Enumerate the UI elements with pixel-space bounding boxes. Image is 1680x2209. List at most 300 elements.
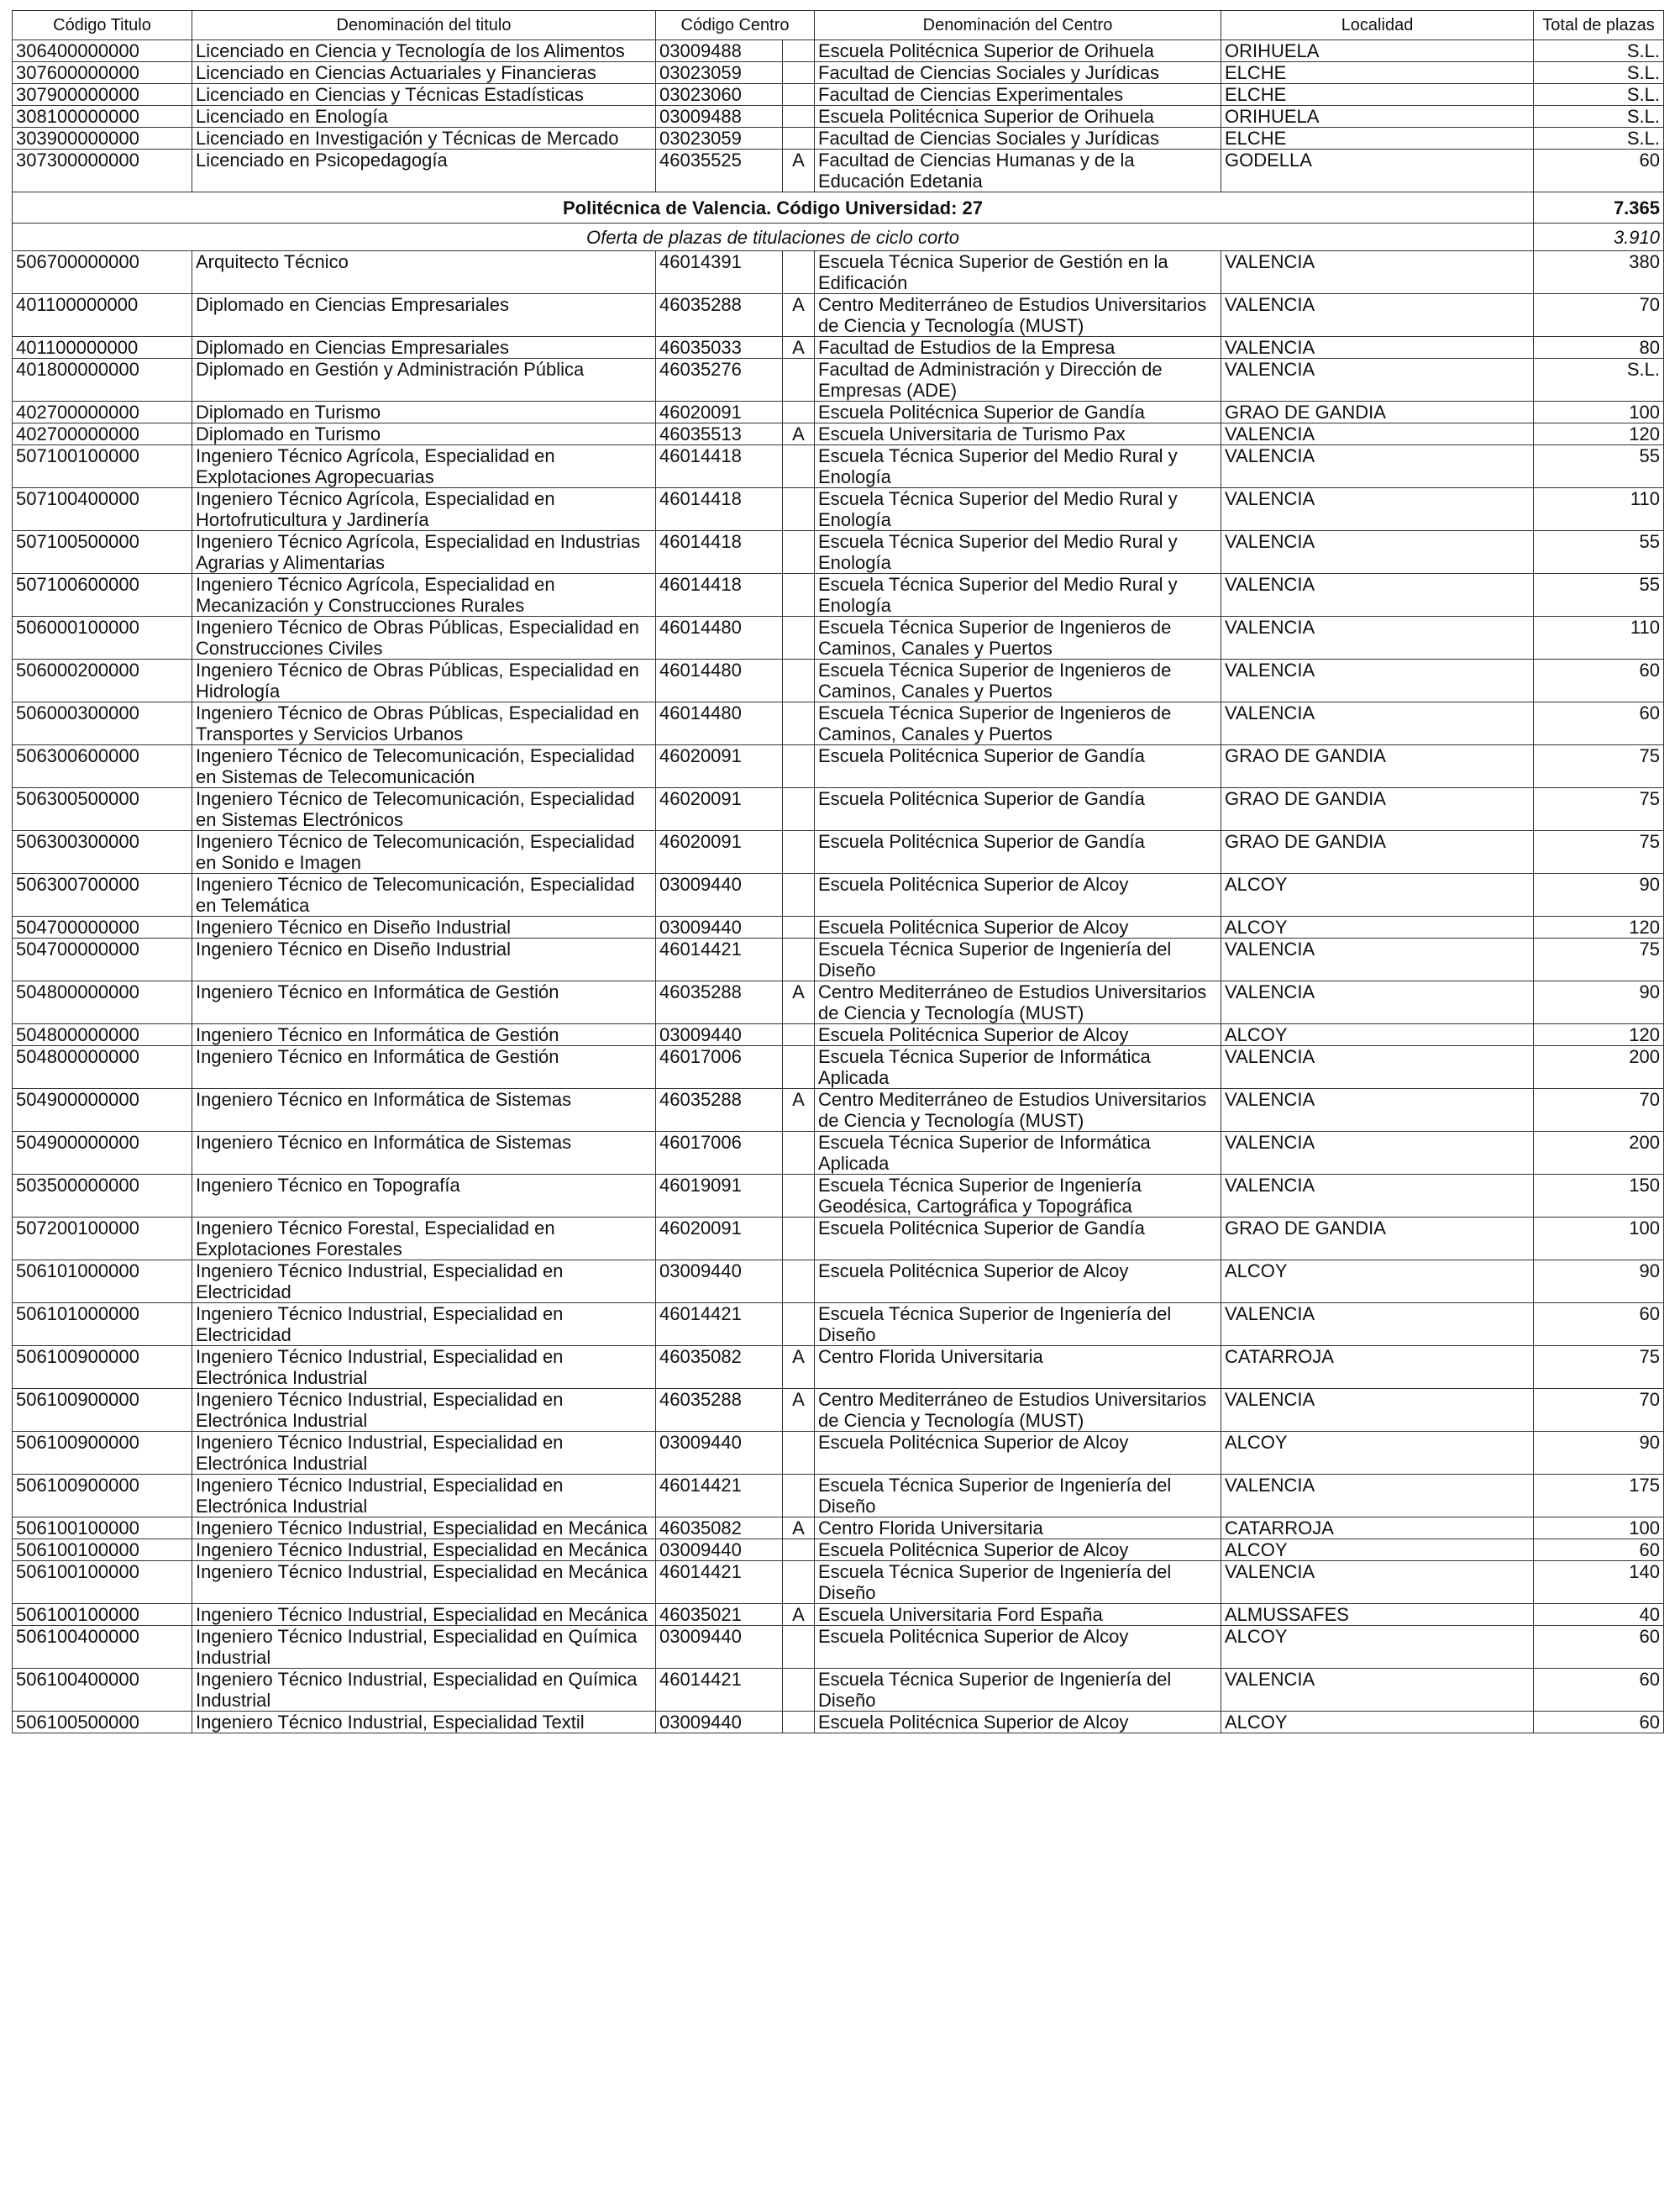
cell-total-plazas: 200	[1534, 1046, 1664, 1089]
cell-localidad: VALENCIA	[1221, 981, 1534, 1024]
cell-denominacion-centro: Centro Mediterráneo de Estudios Universitarios de Ciencia y Tecnología (MUST)	[815, 1389, 1221, 1432]
university-section	[13, 192, 1664, 251]
cell-codigo-titulo: 402700000000	[13, 423, 192, 445]
cell-denominacion-titulo: Ingeniero Técnico Agrícola, Especialidad en Hortofruticultura y Jardinería	[192, 488, 656, 531]
cell-flag	[783, 1432, 815, 1475]
cell-denominacion-titulo: Ingeniero Técnico Industrial, Especialidad en Electrónica Industrial	[192, 1346, 656, 1389]
cell-codigo-centro: 03023059	[656, 62, 783, 84]
cell-codigo-centro: 46035276	[656, 359, 783, 402]
cell-flag	[783, 531, 815, 574]
cell-localidad: VALENCIA	[1221, 939, 1534, 981]
cell-denominacion-centro: Escuela Técnica Superior de Ingeniería del Diseño	[815, 1669, 1221, 1712]
header-codigo-centro: Código Centro	[656, 11, 815, 40]
cell-flag	[783, 1132, 815, 1175]
cell-denominacion-titulo: Ingeniero Técnico de Obras Públicas, Especialidad en Hidrología	[192, 660, 656, 702]
table-row	[13, 917, 1664, 939]
cell-codigo-titulo: 504900000000	[13, 1132, 192, 1175]
cell-denominacion-centro: Escuela Técnica Superior de Ingenieros de Caminos, Canales y Puertos	[815, 660, 1221, 702]
cell-localidad: VALENCIA	[1221, 1389, 1534, 1432]
cell-localidad: CATARROJA	[1221, 1346, 1534, 1389]
cell-codigo-centro: 46019091	[656, 1175, 783, 1218]
cell-codigo-titulo: 506100900000	[13, 1346, 192, 1389]
cell-flag	[783, 574, 815, 617]
cell-flag	[783, 1669, 815, 1712]
cell-denominacion-titulo: Ingeniero Técnico Industrial, Especialidad en Química Industrial	[192, 1626, 656, 1669]
cell-codigo-titulo: 506100900000	[13, 1432, 192, 1475]
cell-denominacion-titulo: Licenciado en Ciencia y Tecnología de los Alimentos	[192, 40, 656, 62]
cell-total-plazas: S.L.	[1534, 106, 1664, 128]
cell-denominacion-centro: Escuela Politécnica Superior de Gandía	[815, 831, 1221, 874]
cell-codigo-centro: 03009488	[656, 106, 783, 128]
cell-codigo-titulo: 506100900000	[13, 1475, 192, 1517]
cell-codigo-titulo: 506100100000	[13, 1517, 192, 1539]
cell-denominacion-centro: Escuela Politécnica Superior de Alcoy	[815, 1626, 1221, 1669]
cell-denominacion-titulo: Ingeniero Técnico de Telecomunicación, Especialidad en Sonido e Imagen	[192, 831, 656, 874]
cell-flag	[783, 939, 815, 981]
cell-denominacion-titulo: Arquitecto Técnico	[192, 251, 656, 294]
cell-denominacion-centro: Escuela Técnica Superior de Ingenieros de Caminos, Canales y Puertos	[815, 617, 1221, 660]
cell-total-plazas: S.L.	[1534, 84, 1664, 106]
cell-denominacion-centro: Escuela Técnica Superior de Ingeniería del Diseño	[815, 939, 1221, 981]
cell-flag	[783, 1218, 815, 1260]
cell-codigo-centro: 46020091	[656, 1218, 783, 1260]
cell-flag	[783, 445, 815, 488]
cell-localidad: VALENCIA	[1221, 423, 1534, 445]
cell-denominacion-titulo: Ingeniero Técnico de Telecomunicación, Especialidad en Sistemas de Telecomunicación	[192, 745, 656, 788]
cell-total-plazas: 70	[1534, 1389, 1664, 1432]
table-row	[13, 1218, 1664, 1260]
cell-denominacion-titulo: Ingeniero Técnico Industrial, Especialidad en Electrónica Industrial	[192, 1475, 656, 1517]
cell-codigo-centro: 46014418	[656, 531, 783, 574]
cell-denominacion-titulo: Ingeniero Técnico en Informática de Sistemas	[192, 1132, 656, 1175]
cell-codigo-centro: 03009440	[656, 917, 783, 939]
cell-denominacion-titulo: Ingeniero Técnico Industrial, Especialidad en Mecánica	[192, 1561, 656, 1604]
cell-codigo-centro: 46035288	[656, 294, 783, 337]
cell-localidad: ALCOY	[1221, 1712, 1534, 1733]
cell-denominacion-titulo: Diplomado en Turismo	[192, 423, 656, 445]
cell-flag	[783, 251, 815, 294]
cell-total-plazas: S.L.	[1534, 40, 1664, 62]
cell-denominacion-centro: Escuela Universitaria de Turismo Pax	[815, 423, 1221, 445]
cell-codigo-centro: 46035082	[656, 1517, 783, 1539]
cell-codigo-centro: 46014421	[656, 1561, 783, 1604]
table-row	[13, 402, 1664, 423]
cell-localidad: VALENCIA	[1221, 251, 1534, 294]
cell-denominacion-centro: Escuela Politécnica Superior de Alcoy	[815, 1432, 1221, 1475]
university-label: Politécnica de Valencia. Código Universidad: 27	[13, 192, 1534, 224]
table-row	[13, 831, 1664, 874]
cell-flag	[783, 1712, 815, 1733]
cell-total-plazas: S.L.	[1534, 359, 1664, 402]
cell-localidad: VALENCIA	[1221, 531, 1534, 574]
cell-codigo-centro: 46035082	[656, 1346, 783, 1389]
cell-total-plazas: 75	[1534, 831, 1664, 874]
cell-total-plazas: 60	[1534, 1669, 1664, 1712]
cell-denominacion-centro: Escuela Politécnica Superior de Alcoy	[815, 1539, 1221, 1561]
cell-codigo-titulo: 401100000000	[13, 294, 192, 337]
cell-flag	[783, 1046, 815, 1089]
cell-denominacion-titulo: Diplomado en Ciencias Empresariales	[192, 294, 656, 337]
cell-codigo-centro: 03009440	[656, 874, 783, 917]
cell-denominacion-centro: Centro Mediterráneo de Estudios Universitarios de Ciencia y Tecnología (MUST)	[815, 294, 1221, 337]
cell-total-plazas: 150	[1534, 1175, 1664, 1218]
table-row	[13, 1712, 1664, 1733]
table-row	[13, 106, 1664, 128]
cell-total-plazas: 90	[1534, 1432, 1664, 1475]
cell-denominacion-centro: Centro Mediterráneo de Estudios Universitarios de Ciencia y Tecnología (MUST)	[815, 1089, 1221, 1132]
cell-localidad: GRAO DE GANDIA	[1221, 1218, 1534, 1260]
table-row	[13, 488, 1664, 531]
cell-codigo-centro: 46017006	[656, 1132, 783, 1175]
cell-denominacion-centro: Escuela Politécnica Superior de Alcoy	[815, 1712, 1221, 1733]
cell-denominacion-centro: Escuela Politécnica Superior de Alcoy	[815, 1024, 1221, 1046]
cell-denominacion-titulo: Ingeniero Técnico Industrial, Especialidad en Electrónica Industrial	[192, 1432, 656, 1475]
cell-total-plazas: 90	[1534, 1260, 1664, 1303]
cell-codigo-titulo: 307300000000	[13, 150, 192, 192]
cell-denominacion-centro: Escuela Politécnica Superior de Orihuela	[815, 106, 1221, 128]
cell-denominacion-centro: Facultad de Ciencias Experimentales	[815, 84, 1221, 106]
table-row	[13, 1046, 1664, 1089]
cell-codigo-titulo: 506100100000	[13, 1539, 192, 1561]
cell-codigo-centro: 46020091	[656, 402, 783, 423]
cell-codigo-centro: 03009440	[656, 1260, 783, 1303]
cell-codigo-titulo: 507100600000	[13, 574, 192, 617]
cell-codigo-centro: 46014421	[656, 939, 783, 981]
cell-codigo-centro: 46014421	[656, 1303, 783, 1346]
table-row	[13, 359, 1664, 402]
cell-flag: A	[783, 337, 815, 359]
cell-denominacion-titulo: Ingeniero Técnico Industrial, Especialidad en Mecánica	[192, 1604, 656, 1626]
cell-codigo-centro: 46014480	[656, 660, 783, 702]
table-row	[13, 150, 1664, 192]
cell-codigo-titulo: 507100100000	[13, 445, 192, 488]
cell-denominacion-centro: Escuela Técnica Superior de Gestión en la Edificación	[815, 251, 1221, 294]
cell-total-plazas: 175	[1534, 1475, 1664, 1517]
cell-flag	[783, 128, 815, 150]
cell-denominacion-centro: Facultad de Administración y Dirección de Empresas (ADE)	[815, 359, 1221, 402]
cell-flag	[783, 1260, 815, 1303]
cell-codigo-titulo: 503500000000	[13, 1175, 192, 1218]
table-row	[13, 128, 1664, 150]
cell-codigo-titulo: 506300300000	[13, 831, 192, 874]
cell-denominacion-titulo: Ingeniero Técnico en Informática de Gestión	[192, 1024, 656, 1046]
cell-localidad: ALCOY	[1221, 917, 1534, 939]
cell-flag	[783, 1626, 815, 1669]
cell-denominacion-centro: Escuela Politécnica Superior de Orihuela	[815, 40, 1221, 62]
cell-codigo-titulo: 506100400000	[13, 1626, 192, 1669]
cell-flag	[783, 745, 815, 788]
cell-denominacion-titulo: Licenciado en Psicopedagogía	[192, 150, 656, 192]
cell-codigo-centro: 46014418	[656, 445, 783, 488]
cell-denominacion-centro: Escuela Técnica Superior del Medio Rural y Enología	[815, 531, 1221, 574]
cell-total-plazas: 60	[1534, 1303, 1664, 1346]
cell-total-plazas: 110	[1534, 617, 1664, 660]
cell-localidad: VALENCIA	[1221, 660, 1534, 702]
table-header-row	[13, 11, 1664, 40]
cell-total-plazas: 100	[1534, 402, 1664, 423]
cell-denominacion-centro: Centro Florida Universitaria	[815, 1346, 1221, 1389]
cell-total-plazas: 380	[1534, 251, 1664, 294]
cell-denominacion-centro: Centro Florida Universitaria	[815, 1517, 1221, 1539]
cell-localidad: ALMUSSAFES	[1221, 1604, 1534, 1626]
table-row	[13, 745, 1664, 788]
cell-codigo-centro: 03023060	[656, 84, 783, 106]
table-row	[13, 251, 1664, 294]
cell-codigo-titulo: 401800000000	[13, 359, 192, 402]
cell-total-plazas: 140	[1534, 1561, 1664, 1604]
cell-denominacion-titulo: Licenciado en Investigación y Técnicas de Mercado	[192, 128, 656, 150]
cell-localidad: GRAO DE GANDIA	[1221, 788, 1534, 831]
cell-codigo-centro: 46020091	[656, 788, 783, 831]
cell-flag	[783, 488, 815, 531]
cell-codigo-titulo: 303900000000	[13, 128, 192, 150]
cell-flag	[783, 660, 815, 702]
cell-total-plazas: 100	[1534, 1218, 1664, 1260]
cell-denominacion-titulo: Ingeniero Técnico de Telecomunicación, Especialidad en Sistemas Electrónicos	[192, 788, 656, 831]
cell-flag	[783, 617, 815, 660]
header-codigo-titulo: Código Titulo	[13, 11, 192, 40]
cell-flag	[783, 1475, 815, 1517]
cell-codigo-titulo: 506300700000	[13, 874, 192, 917]
cell-denominacion-titulo: Ingeniero Técnico Agrícola, Especialidad en Explotaciones Agropecuarias	[192, 445, 656, 488]
cell-flag	[783, 831, 815, 874]
cell-denominacion-centro: Escuela Politécnica Superior de Gandía	[815, 1218, 1221, 1260]
cell-flag	[783, 1024, 815, 1046]
cell-denominacion-centro: Escuela Técnica Superior del Medio Rural y Enología	[815, 574, 1221, 617]
cell-localidad: VALENCIA	[1221, 294, 1534, 337]
cell-localidad: VALENCIA	[1221, 1561, 1534, 1604]
cell-localidad: VALENCIA	[1221, 488, 1534, 531]
cell-localidad: VALENCIA	[1221, 445, 1534, 488]
cell-codigo-centro: 46035288	[656, 1389, 783, 1432]
table-row	[13, 1346, 1664, 1389]
cell-denominacion-titulo: Diplomado en Gestión y Administración Pública	[192, 359, 656, 402]
table-row	[13, 84, 1664, 106]
cell-codigo-centro: 46035033	[656, 337, 783, 359]
cell-denominacion-centro: Escuela Universitaria Ford España	[815, 1604, 1221, 1626]
cell-localidad: ELCHE	[1221, 84, 1534, 106]
cell-denominacion-titulo: Ingeniero Técnico Industrial, Especialidad en Electricidad	[192, 1303, 656, 1346]
cell-flag	[783, 402, 815, 423]
cell-denominacion-titulo: Licenciado en Enología	[192, 106, 656, 128]
cell-denominacion-centro: Escuela Técnica Superior de Informática Aplicada	[815, 1046, 1221, 1089]
table-row	[13, 1626, 1664, 1669]
cell-total-plazas: 55	[1534, 574, 1664, 617]
cell-total-plazas: 40	[1534, 1604, 1664, 1626]
table-row	[13, 702, 1664, 745]
header-denominacion-centro: Denominación del Centro	[815, 11, 1221, 40]
table-row	[13, 62, 1664, 84]
offer-total: 3.910	[1534, 224, 1664, 251]
cell-localidad: ALCOY	[1221, 1626, 1534, 1669]
cell-total-plazas: 75	[1534, 939, 1664, 981]
cell-codigo-titulo: 506100100000	[13, 1561, 192, 1604]
cell-codigo-centro: 46035288	[656, 1089, 783, 1132]
cell-total-plazas: 75	[1534, 745, 1664, 788]
cell-denominacion-centro: Facultad de Ciencias Humanas y de la Educación Edetania	[815, 150, 1221, 192]
cell-flag: A	[783, 981, 815, 1024]
table-row	[13, 981, 1664, 1024]
table-row	[13, 531, 1664, 574]
cell-flag	[783, 788, 815, 831]
table-row	[13, 445, 1664, 488]
cell-denominacion-titulo: Ingeniero Técnico en Informática de Sistemas	[192, 1089, 656, 1132]
cell-codigo-centro: 46014391	[656, 251, 783, 294]
cell-denominacion-titulo: Ingeniero Técnico Industrial, Especialidad en Electricidad	[192, 1260, 656, 1303]
document-page	[12, 10, 1663, 1733]
table-row	[13, 1669, 1664, 1712]
cell-denominacion-centro: Facultad de Ciencias Sociales y Jurídicas	[815, 128, 1221, 150]
cell-denominacion-centro: Escuela Técnica Superior de Ingenieros de Caminos, Canales y Puertos	[815, 702, 1221, 745]
cell-codigo-centro: 46014421	[656, 1669, 783, 1712]
table-row	[13, 1389, 1664, 1432]
table-row	[13, 1604, 1664, 1626]
cell-codigo-titulo: 401100000000	[13, 337, 192, 359]
cell-denominacion-titulo: Ingeniero Técnico Agrícola, Especialidad en Industrias Agrarias y Alimentarias	[192, 531, 656, 574]
cell-codigo-centro: 03009440	[656, 1626, 783, 1669]
cell-denominacion-centro: Escuela Politécnica Superior de Alcoy	[815, 917, 1221, 939]
cell-codigo-titulo: 506100500000	[13, 1712, 192, 1733]
cell-codigo-centro: 03009440	[656, 1539, 783, 1561]
table-row	[13, 1432, 1664, 1475]
cell-localidad: VALENCIA	[1221, 1089, 1534, 1132]
cell-codigo-titulo: 506000100000	[13, 617, 192, 660]
cell-localidad: VALENCIA	[1221, 1132, 1534, 1175]
cell-codigo-centro: 46035513	[656, 423, 783, 445]
cell-codigo-centro: 03009440	[656, 1712, 783, 1733]
top-rows	[13, 40, 1664, 192]
cell-codigo-centro: 46035021	[656, 1604, 783, 1626]
table-row	[13, 788, 1664, 831]
cell-denominacion-centro: Escuela Politécnica Superior de Gandía	[815, 745, 1221, 788]
table-row	[13, 1303, 1664, 1346]
cell-codigo-titulo: 506100100000	[13, 1604, 192, 1626]
cell-total-plazas: 60	[1534, 702, 1664, 745]
cell-total-plazas: 70	[1534, 1089, 1664, 1132]
cell-denominacion-centro: Escuela Politécnica Superior de Alcoy	[815, 1260, 1221, 1303]
cell-codigo-titulo: 307600000000	[13, 62, 192, 84]
table-row	[13, 939, 1664, 981]
cell-flag	[783, 1561, 815, 1604]
cell-total-plazas: 60	[1534, 150, 1664, 192]
table-row	[13, 1024, 1664, 1046]
cell-denominacion-titulo: Ingeniero Técnico en Diseño Industrial	[192, 939, 656, 981]
cell-codigo-titulo: 504700000000	[13, 939, 192, 981]
cell-localidad: VALENCIA	[1221, 702, 1534, 745]
cell-codigo-centro: 03009440	[656, 1024, 783, 1046]
cell-codigo-titulo: 506300500000	[13, 788, 192, 831]
cell-codigo-titulo: 507100500000	[13, 531, 192, 574]
table-row	[13, 1517, 1664, 1539]
cell-flag: A	[783, 294, 815, 337]
cell-codigo-centro: 46014421	[656, 1475, 783, 1517]
cell-denominacion-titulo: Ingeniero Técnico Agrícola, Especialidad en Mecanización y Construcciones Rurales	[192, 574, 656, 617]
cell-localidad: GRAO DE GANDIA	[1221, 831, 1534, 874]
cell-codigo-titulo: 506101000000	[13, 1260, 192, 1303]
cell-codigo-centro: 46014480	[656, 702, 783, 745]
cell-localidad: VALENCIA	[1221, 1303, 1534, 1346]
cell-localidad: VALENCIA	[1221, 1475, 1534, 1517]
cell-denominacion-centro: Facultad de Estudios de la Empresa	[815, 337, 1221, 359]
cell-localidad: GODELLA	[1221, 150, 1534, 192]
cell-codigo-titulo: 506100400000	[13, 1669, 192, 1712]
plazas-table	[12, 10, 1664, 1733]
cell-flag: A	[783, 1517, 815, 1539]
cell-total-plazas: 75	[1534, 788, 1664, 831]
cell-total-plazas: S.L.	[1534, 62, 1664, 84]
cell-localidad: ALCOY	[1221, 1539, 1534, 1561]
cell-codigo-titulo: 308100000000	[13, 106, 192, 128]
table-row	[13, 617, 1664, 660]
main-rows	[13, 251, 1664, 1733]
cell-total-plazas: 100	[1534, 1517, 1664, 1539]
cell-denominacion-centro: Escuela Técnica Superior de Informática Aplicada	[815, 1132, 1221, 1175]
cell-codigo-centro: 46035288	[656, 981, 783, 1024]
header-total-plazas: Total de plazas	[1534, 11, 1664, 40]
cell-codigo-titulo: 507100400000	[13, 488, 192, 531]
cell-total-plazas: 60	[1534, 1539, 1664, 1561]
cell-denominacion-centro: Escuela Técnica Superior del Medio Rural y Enología	[815, 445, 1221, 488]
cell-flag: A	[783, 1389, 815, 1432]
cell-localidad: ALCOY	[1221, 1432, 1534, 1475]
cell-localidad: VALENCIA	[1221, 1669, 1534, 1712]
cell-denominacion-centro: Escuela Técnica Superior de Ingeniería del Diseño	[815, 1475, 1221, 1517]
cell-total-plazas: 75	[1534, 1346, 1664, 1389]
cell-flag	[783, 40, 815, 62]
cell-denominacion-centro: Escuela Politécnica Superior de Alcoy	[815, 874, 1221, 917]
university-total: 7.365	[1534, 192, 1664, 224]
cell-total-plazas: 110	[1534, 488, 1664, 531]
cell-flag	[783, 917, 815, 939]
cell-localidad: ORIHUELA	[1221, 106, 1534, 128]
table-row	[13, 1175, 1664, 1218]
cell-codigo-titulo: 507200100000	[13, 1218, 192, 1260]
cell-localidad: ELCHE	[1221, 128, 1534, 150]
cell-denominacion-titulo: Ingeniero Técnico en Topografía	[192, 1175, 656, 1218]
cell-total-plazas: 200	[1534, 1132, 1664, 1175]
table-row	[13, 1132, 1664, 1175]
cell-codigo-titulo: 506700000000	[13, 251, 192, 294]
cell-flag	[783, 84, 815, 106]
cell-flag: A	[783, 1089, 815, 1132]
cell-denominacion-centro: Escuela Técnica Superior de Ingeniería del Diseño	[815, 1303, 1221, 1346]
cell-localidad: ALCOY	[1221, 874, 1534, 917]
cell-denominacion-titulo: Diplomado en Ciencias Empresariales	[192, 337, 656, 359]
cell-localidad: VALENCIA	[1221, 1046, 1534, 1089]
cell-total-plazas: 80	[1534, 337, 1664, 359]
cell-localidad: ALCOY	[1221, 1260, 1534, 1303]
cell-total-plazas: 90	[1534, 981, 1664, 1024]
cell-codigo-centro: 46020091	[656, 745, 783, 788]
cell-codigo-titulo: 504800000000	[13, 1024, 192, 1046]
cell-denominacion-centro: Escuela Técnica Superior del Medio Rural y Enología	[815, 488, 1221, 531]
cell-denominacion-centro: Facultad de Ciencias Sociales y Jurídicas	[815, 62, 1221, 84]
cell-codigo-titulo: 506000300000	[13, 702, 192, 745]
table-row	[13, 1561, 1664, 1604]
table-row	[13, 1260, 1664, 1303]
cell-total-plazas: S.L.	[1534, 128, 1664, 150]
cell-codigo-titulo: 504700000000	[13, 917, 192, 939]
cell-flag: A	[783, 423, 815, 445]
cell-denominacion-titulo: Ingeniero Técnico Industrial, Especialidad en Electrónica Industrial	[192, 1389, 656, 1432]
cell-localidad: VALENCIA	[1221, 359, 1534, 402]
cell-flag	[783, 106, 815, 128]
cell-localidad: CATARROJA	[1221, 1517, 1534, 1539]
cell-flag	[783, 1303, 815, 1346]
cell-denominacion-centro: Centro Mediterráneo de Estudios Universitarios de Ciencia y Tecnología (MUST)	[815, 981, 1221, 1024]
cell-codigo-centro: 46017006	[656, 1046, 783, 1089]
cell-localidad: ORIHUELA	[1221, 40, 1534, 62]
